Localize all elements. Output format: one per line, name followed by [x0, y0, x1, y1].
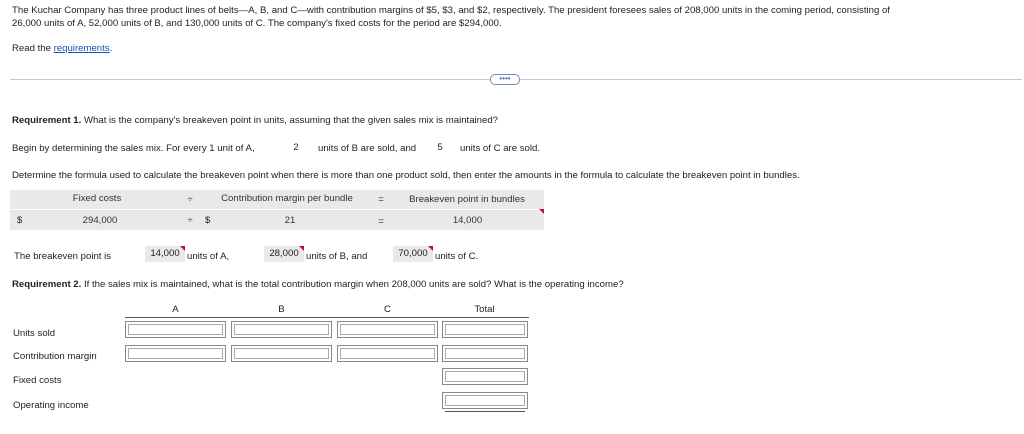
cm-per-bundle-header: Contribution margin per bundle	[221, 193, 353, 204]
equals-operator: =	[378, 194, 384, 205]
breakeven-a-input[interactable]: 14,000	[145, 246, 185, 262]
column-header-total: Total	[474, 304, 495, 315]
units-sold-total-input[interactable]	[442, 321, 528, 338]
dollar-sign: $	[205, 215, 211, 226]
error-marker	[539, 209, 544, 214]
column-header-c: C	[384, 304, 391, 315]
sales-mix-suffix: units of C are sold.	[460, 143, 540, 154]
req1-question: What is the company's breakeven point in units, assuming that the given sales mix is maintained?	[81, 115, 499, 126]
formula-instruction: Determine the formula used to calculate the breakeven point when there is more than one product sold, then enter the amounts in the formula to calculate the breakeven point in bundles.	[12, 170, 800, 181]
error-marker	[428, 246, 433, 251]
read-prefix: Read the	[12, 43, 54, 54]
requirements-link[interactable]: requirements	[53, 43, 110, 54]
row-label-fixed-costs: Fixed costs	[13, 375, 62, 386]
units-sold-a-input[interactable]	[125, 321, 226, 338]
row-label-contribution-margin: Contribution margin	[13, 351, 97, 362]
intro-line-2: 26,000 units of A, 52,000 units of B, and 130,000 units of C. The company's fixed costs for the period are $294,000.	[12, 17, 502, 29]
read-suffix: .	[109, 43, 113, 54]
divide-operator: ÷	[187, 194, 193, 205]
contribution-margin-total-input[interactable]	[442, 345, 528, 362]
column-header-b: B	[278, 304, 285, 315]
breakeven-a-label: units of A,	[187, 251, 230, 262]
equals-operator: =	[378, 216, 384, 227]
problem-statement	[12, 5, 1012, 30]
fixed-costs-total-input[interactable]	[442, 368, 528, 385]
sales-mix-prefix: Begin by determining the sales mix. For every 1 unit of A,	[12, 143, 255, 154]
breakeven-c-input[interactable]: 70,000	[393, 246, 433, 262]
intro-line-1: The Kuchar Company has three product lines of belts—A, B, and C—with contribution margins of $5, $3, and $2, respectively. The president foresees sales of 208,000 units in the coming period, consisting of	[12, 5, 890, 16]
breakeven-b-input[interactable]: 28,000	[264, 246, 304, 262]
contribution-margin-c-input[interactable]	[337, 345, 438, 362]
breakeven-c-label: units of C.	[435, 251, 479, 262]
contribution-margin-b-input[interactable]	[231, 345, 332, 362]
mix-c-input[interactable]: 5	[432, 141, 448, 154]
req1-title	[12, 115, 498, 126]
read-requirements	[12, 43, 112, 54]
operating-income-total-input[interactable]	[442, 392, 528, 409]
fixed-costs-header: Fixed costs	[72, 193, 122, 204]
column-header-a: A	[172, 304, 179, 315]
breakeven-bundles-header: Breakeven point in bundles	[409, 194, 525, 205]
sales-mix-mid: units of B are sold, and	[318, 143, 417, 154]
error-marker	[180, 246, 185, 251]
formula-divider	[10, 209, 544, 210]
contribution-margin-a-input[interactable]	[125, 345, 226, 362]
units-sold-c-input[interactable]	[337, 321, 438, 338]
dollar-sign: $	[17, 215, 23, 226]
breakeven-bundles-input[interactable]: 14,000	[452, 215, 483, 226]
breakeven-b-label: units of B, and	[306, 251, 368, 262]
error-marker	[299, 246, 304, 251]
req2-title	[12, 279, 624, 290]
expand-more-button[interactable]: ••••	[490, 74, 520, 85]
mix-b-input[interactable]: 2	[288, 141, 304, 154]
divide-operator: ÷	[187, 215, 193, 226]
fixed-costs-input[interactable]: 294,000	[82, 215, 118, 226]
row-label-operating-income: Operating income	[13, 400, 89, 411]
breakeven-prefix: The breakeven point is	[14, 251, 112, 262]
row-label-units-sold: Units sold	[13, 328, 56, 339]
cm-per-bundle-input[interactable]: 21	[284, 215, 296, 226]
units-sold-b-input[interactable]	[231, 321, 332, 338]
req2-question: If the sales mix is maintained, what is the total contribution margin when 208,000 units are sold? What is the operating income?	[81, 279, 624, 290]
req2-heading: Requirement 2.	[12, 279, 82, 290]
req1-heading: Requirement 1.	[12, 115, 82, 126]
header-rule	[125, 317, 529, 318]
